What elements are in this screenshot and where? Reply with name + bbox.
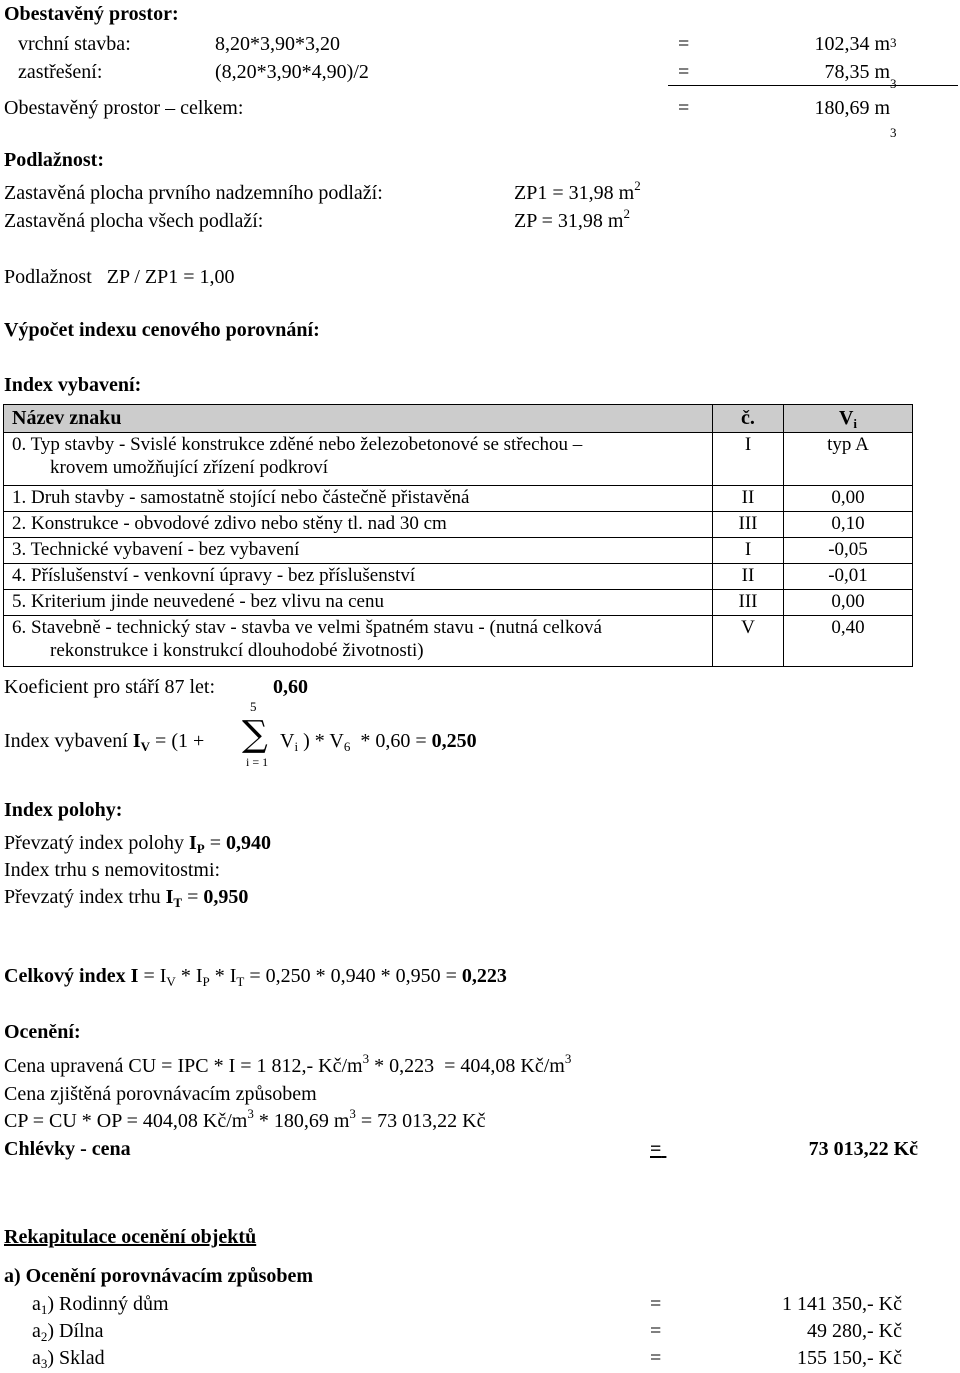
roofing-label: zastřešení:: [18, 61, 103, 83]
sigma-lower-limit: i = 1: [246, 755, 269, 769]
recap-heading: Rekapitulace ocenění objektů: [4, 1226, 257, 1248]
recap-item-storage-eq: =: [650, 1347, 662, 1369]
table-row: 3. Technické vybavení - bez vybavení I -0,05: [4, 538, 913, 564]
floor-ratio-result: Podlažnost ZP / ZP1 = 1,00: [4, 266, 235, 288]
valuation-heading: Ocenění:: [4, 1021, 81, 1043]
index-calc-heading: Výpočet indexu cenového porovnání:: [4, 319, 320, 341]
table-row: 5. Kriterium jinde neuvedené - bez vlivu na cenu III 0,00: [4, 590, 913, 616]
recap-item-house-eq: =: [650, 1293, 662, 1315]
built-space-total-label: Obestavěný prostor – celkem:: [4, 97, 244, 119]
upper-structure-formula: 8,20*3,90*3,20: [215, 33, 340, 55]
floor-ratio-heading: Podlažnost:: [4, 149, 104, 171]
table-header-row: [4, 405, 913, 433]
roofing-formula: (8,20*3,90*4,90)/2: [215, 61, 369, 83]
header-v: $V_i$: [784, 405, 913, 433]
table-row: 4. Příslušenství - venkovní úpravy - bez příslušenství II -0,01: [4, 564, 913, 590]
built-space-total-eq: =: [678, 97, 690, 119]
equipment-index-heading: Index vybavení:: [4, 374, 142, 396]
final-price-value: 73 013,22 Kč: [808, 1138, 918, 1160]
table-row: 1. Druh stavby - samostatně stojící nebo částečně přistavěná II 0,00: [4, 486, 913, 512]
header-number: č.: [713, 405, 784, 433]
location-index-line: Převzatý index polohy $I_P = 0,940$: [4, 832, 271, 856]
equipment-index-formula: Index vybavení $I_V = (1$ +: [4, 730, 205, 754]
table-row: 0. Typ stavby - Svislé konstrukce zděné nebo železobetonové se střechou – krovem umožňující zřízení podkroví I typ A: [4, 433, 913, 486]
all-floors-area-label: Zastavěná plocha všech podlaží:: [4, 210, 264, 232]
recap-subheading: a) Ocenění porovnávacím způsobem: [4, 1265, 314, 1287]
final-price-label: Chlévky - cena: [4, 1138, 131, 1160]
equipment-table: [3, 404, 913, 667]
table-row: 6. Stavebně - technický stav - stavba ve velmi špatném stavu - (nutná celková rekonstrukce i konstrukcí dlouhodobé životnosti) V 0,40: [4, 616, 913, 667]
recap-item-storage-value: 155 150,- Kč: [797, 1347, 902, 1369]
recap-item-storage: $a_3$) Sklad: [32, 1347, 105, 1371]
recap-item-workshop: $a_2$) Dílna: [32, 1320, 104, 1344]
first-floor-area-value: ZP1 = 31,98 $m^2$: [514, 178, 641, 204]
sum-rule: [668, 85, 958, 86]
roofing-value: 78,35 m: [824, 61, 890, 83]
recap-item-house: $a_1$) Rodinný dům: [32, 1293, 169, 1317]
comparison-price-label: Cena zjištěná porovnávacím způsobem: [4, 1083, 317, 1105]
equipment-index-formula-rest: $V_i$ ) * $V_6 * 0,60 = 0,250$: [280, 730, 477, 754]
comparison-price-line: CP = CU * OP = 404,08 $Kč/m^3 * 180,69$ $m^3 = 73$ 013,22 Kč: [4, 1106, 486, 1132]
market-index-line: Převzatý index trhu $I_T = 0,950$: [4, 886, 249, 910]
upper-structure-exp: 3: [890, 35, 897, 50]
built-space-total-value: 180,69 m: [814, 97, 890, 119]
total-index-line: Celkový index $I = I_V * I_P * I_T = 0,250 * 0,940 * 0,950 = 0,223$: [4, 965, 507, 989]
sigma-upper-limit: 5: [250, 699, 257, 714]
first-floor-area-label: Zastavěná plocha prvního nadzemního podlaží:: [4, 182, 383, 204]
adjusted-price-line: Cena upravená CU = IPC * I = 1 812,- $Kč/m^3 * 0,223 = 404,08$ $Kč/m^3$: [4, 1051, 572, 1077]
header-feature-name: Název znaku: [4, 405, 713, 433]
built-space-heading: Obestavěný prostor:: [4, 3, 179, 25]
market-index-label: Index trhu s nemovitostmi:: [4, 859, 221, 881]
built-space-total-exp: 3: [890, 125, 897, 140]
age-coefficient-label: Koeficient pro stáří 87 let:: [4, 676, 216, 698]
recap-item-workshop-eq: =: [650, 1320, 662, 1342]
table-row: 2. Konstrukce - obvodové zdivo nebo stěny tl. nad 30 cm III 0,10: [4, 512, 913, 538]
all-floors-area-value: ZP = 31,98 $m^2$: [514, 206, 630, 232]
final-price-underline: = 73 013,22 Kč: [650, 1138, 918, 1160]
sigma-icon: ∑: [242, 714, 268, 755]
recap-item-workshop-value: 49 280,- Kč: [807, 1320, 902, 1342]
upper-structure-label: vrchní stavba:: [18, 33, 131, 55]
recap-item-house-value: 1 141 350,- Kč: [782, 1293, 902, 1315]
age-coefficient-value: 0,60: [273, 676, 308, 698]
roofing-exp: 3: [890, 76, 897, 91]
location-index-heading: Index polohy:: [4, 799, 123, 821]
roofing-eq: =: [678, 61, 690, 83]
upper-structure-value: 102,34 m: [814, 33, 890, 55]
upper-structure-eq: =: [678, 33, 690, 55]
